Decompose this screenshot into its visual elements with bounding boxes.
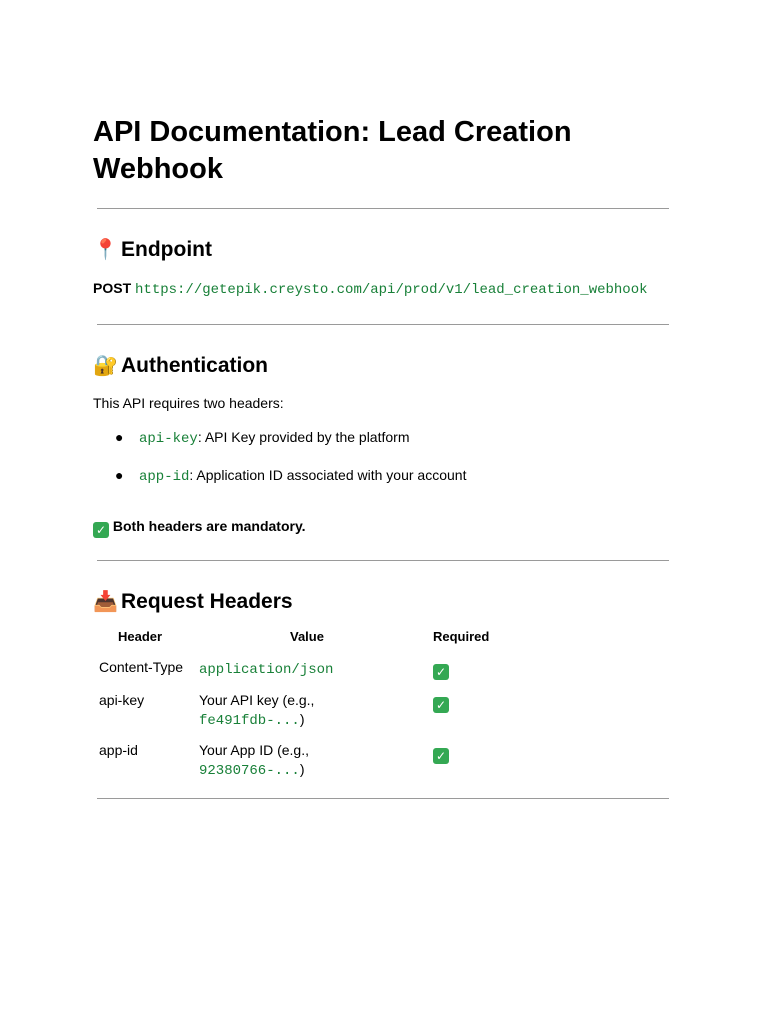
check-mark-icon: ✓ (433, 664, 449, 680)
bullet-icon: ● (115, 429, 124, 445)
mandatory-note-text: Both headers are mandatory. (112, 518, 306, 534)
list-item-text: : Application ID associated with your account (189, 467, 467, 483)
table-cell-required (433, 743, 449, 764)
http-method: POST (93, 280, 132, 296)
table-cell-value (199, 659, 333, 680)
value-suffix: ) (299, 761, 305, 777)
list-item-text: : API Key provided by the platform (197, 429, 410, 445)
table-cell-value (199, 691, 399, 731)
table-cell-header: app-id (99, 742, 138, 758)
header-code: api-key (139, 431, 198, 447)
bullet-icon: ● (115, 467, 124, 483)
column-header-value: Value (290, 629, 324, 644)
endpoint-heading-text: Endpoint (121, 238, 212, 261)
value-code: fe491fdb-... (199, 713, 300, 729)
table-cell-value (199, 741, 399, 781)
table-cell-required (433, 692, 449, 713)
value-text: Your API key (e.g., (199, 692, 315, 708)
table-cell-header: api-key (99, 692, 145, 708)
section-divider (97, 798, 669, 799)
request-headers-heading (93, 587, 293, 616)
section-divider (97, 560, 669, 561)
endpoint-line (93, 279, 648, 299)
check-mark-icon: ✓ (93, 522, 109, 538)
pushpin-icon: 📍 (93, 237, 118, 261)
list-item (139, 466, 466, 486)
endpoint-heading (93, 235, 212, 264)
table-cell-required (433, 659, 449, 680)
header-code: app-id (139, 469, 190, 485)
value-text: Your App ID (e.g., (199, 742, 309, 758)
mandatory-note (93, 517, 306, 538)
table-cell-header: Content-Type (99, 659, 184, 675)
authentication-heading-text: Authentication (121, 354, 268, 377)
request-headers-heading-text: Request Headers (121, 590, 293, 613)
value-code: application/json (199, 662, 334, 678)
value-code: 92380766-... (199, 763, 300, 779)
inbox-tray-icon: 📥 (93, 589, 118, 613)
value-suffix: ) (299, 711, 305, 727)
column-header-header: Header (118, 629, 163, 644)
lock-with-key-icon: 🔐 (93, 353, 118, 377)
authentication-intro: This API requires two headers: (93, 395, 284, 411)
section-divider (97, 324, 669, 325)
list-item (139, 428, 409, 448)
column-header-required: Required (433, 629, 490, 644)
page-title: API Documentation: Lead Creation Webhook (93, 116, 572, 185)
check-mark-icon: ✓ (433, 697, 449, 713)
section-divider (97, 208, 669, 209)
authentication-heading (93, 351, 268, 380)
check-mark-icon: ✓ (433, 748, 449, 764)
endpoint-url[interactable]: https://getepik.creysto.com/api/prod/v1/lead_creation_webhook (135, 282, 648, 298)
